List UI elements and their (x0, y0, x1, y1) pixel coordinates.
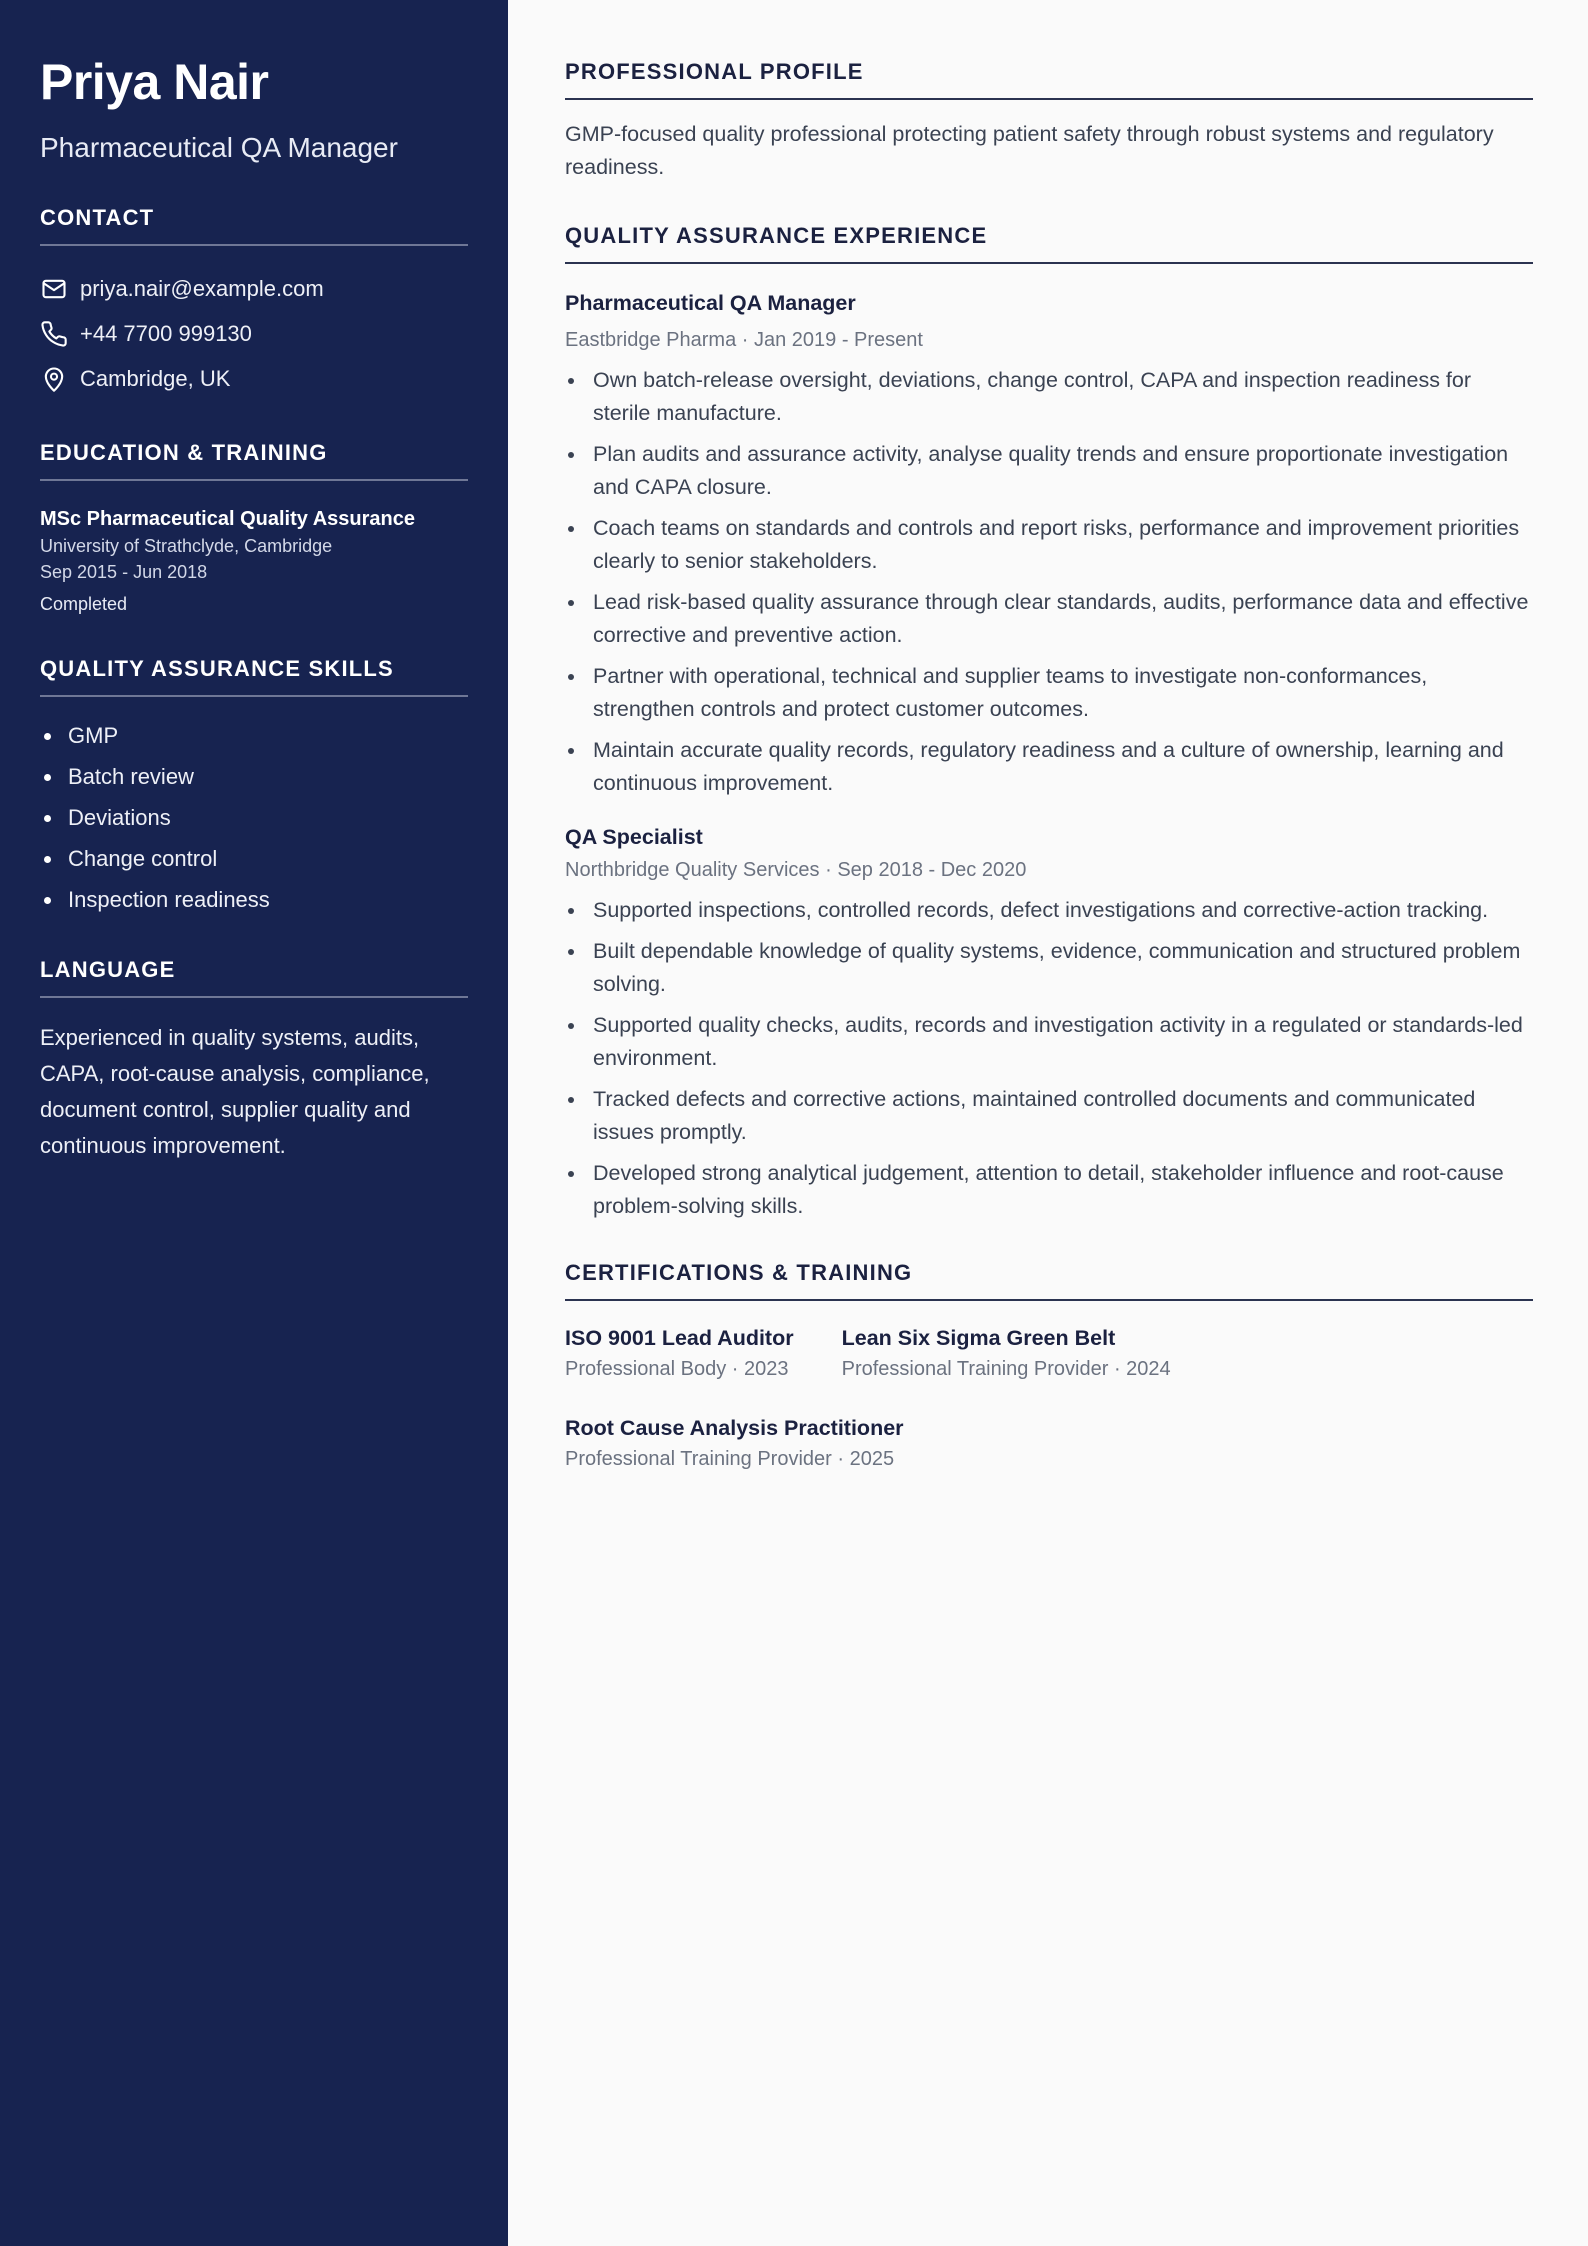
job-meta: Eastbridge Pharma · Jan 2019 - Present (565, 329, 923, 351)
job-title: Pharmaceutical QA Manager (565, 291, 856, 315)
skills-list (40, 715, 468, 920)
skills-section (40, 655, 468, 920)
experience-section (565, 222, 1533, 1223)
job-bullet: Supported quality checks, audits, records and investigation activity in a regulated or standards-led environment. (565, 1009, 1533, 1075)
contact-email-text: priya.nair@example.com (80, 275, 324, 301)
job-bullets (565, 894, 1533, 1223)
job-bullet: Developed strong analytical judgement, attention to detail, stakeholder influence and root-cause problem-solving skills. (565, 1157, 1533, 1223)
mail-icon (40, 275, 68, 303)
sidebar (0, 0, 508, 2246)
skills-heading: QUALITY ASSURANCE SKILLS (40, 655, 468, 697)
education-status: Completed (40, 594, 128, 614)
contact-list (40, 266, 468, 401)
map-pin-icon (40, 365, 68, 393)
cert-name: ISO 9001 Lead Auditor (565, 1326, 794, 1350)
profile-heading: PROFESSIONAL PROFILE (565, 58, 1533, 100)
cert-item (842, 1323, 1171, 1383)
contact-section (40, 204, 468, 401)
phone-icon (40, 320, 68, 348)
cert-item (565, 1413, 904, 1473)
job-bullet: Coach teams on standards and controls and report risks, performance and improvement priorities clearly to senior stakeholders. (565, 512, 1533, 578)
cert-meta: Professional Body · 2023 (565, 1358, 789, 1380)
cert-meta: Professional Training Provider · 2025 (565, 1448, 895, 1470)
cert-row (565, 1413, 1533, 1473)
job-meta: Northbridge Quality Services · Sep 2018 - Dec 2020 (565, 859, 1027, 881)
contact-location-text: Cambridge, UK (80, 365, 231, 391)
education-heading: EDUCATION & TRAINING (40, 439, 468, 481)
contact-phone[interactable] (40, 311, 468, 356)
job-bullet: Built dependable knowledge of quality systems, evidence, communication and structured problem solving. (565, 935, 1533, 1001)
certifications-heading: CERTIFICATIONS & TRAINING (565, 1259, 1533, 1301)
profile-section (565, 58, 1533, 184)
job-bullets (565, 364, 1533, 800)
skill-item: Inspection readiness (40, 879, 468, 920)
job-title: QA Specialist (565, 825, 703, 849)
skill-item: Change control (40, 838, 468, 879)
language-text: Experienced in quality systems, audits, CAPA, root-cause analysis, compliance, document control, supplier quality and continuous improvement. (40, 1025, 430, 1158)
language-section (40, 956, 468, 1164)
job-bullet: Lead risk-based quality assurance through clear standards, audits, performance data and effective corrective and preventive action. (565, 586, 1533, 652)
candidate-name: Priya Nair (40, 54, 269, 110)
job-bullet: Plan audits and assurance activity, analyse quality trends and ensure proportionate investigation and CAPA closure. (565, 438, 1533, 504)
skill-item: Deviations (40, 797, 468, 838)
contact-heading: CONTACT (40, 204, 468, 246)
job-bullet: Tracked defects and corrective actions, maintained controlled documents and communicated issues promptly. (565, 1083, 1533, 1149)
experience-heading: QUALITY ASSURANCE EXPERIENCE (565, 222, 1533, 264)
job-bullet: Supported inspections, controlled records, defect investigations and corrective-action tracking. (565, 894, 1533, 927)
job-bullet: Own batch-release oversight, deviations, change control, CAPA and inspection readiness for sterile manufacture. (565, 364, 1533, 430)
language-heading: LANGUAGE (40, 956, 468, 998)
education-institution: University of Strathclyde, Cambridge (40, 536, 333, 556)
cert-row (565, 1323, 1533, 1383)
cert-name: Lean Six Sigma Green Belt (841, 1326, 1116, 1350)
contact-email[interactable] (40, 266, 468, 311)
education-degree: MSc Pharmaceutical Quality Assurance (40, 508, 415, 530)
job-bullet: Maintain accurate quality records, regulatory readiness and a culture of ownership, learning and continuous improvement. (565, 734, 1533, 800)
contact-location (40, 356, 468, 401)
profile-text: GMP-focused quality professional protecting patient safety through robust systems and regulatory readiness. (565, 122, 1494, 179)
certifications-section (565, 1259, 1533, 1473)
candidate-role: Pharmaceutical QA Manager (40, 132, 398, 163)
cert-meta: Professional Training Provider · 2024 (841, 1358, 1171, 1380)
job-bullet: Partner with operational, technical and supplier teams to investigate non-conformances, strengthen controls and protect customer outcomes. (565, 660, 1533, 726)
cert-item (565, 1323, 794, 1383)
job-entry (565, 288, 1533, 800)
main-content (565, 0, 1533, 1473)
education-section (40, 439, 468, 617)
skill-item: Batch review (40, 756, 468, 797)
cert-name: Root Cause Analysis Practitioner (565, 1416, 904, 1440)
skill-item: GMP (40, 715, 468, 756)
job-entry (565, 822, 1533, 1223)
contact-phone-text: +44 7700 999130 (80, 320, 252, 346)
education-dates: Sep 2015 - Jun 2018 (40, 562, 208, 582)
